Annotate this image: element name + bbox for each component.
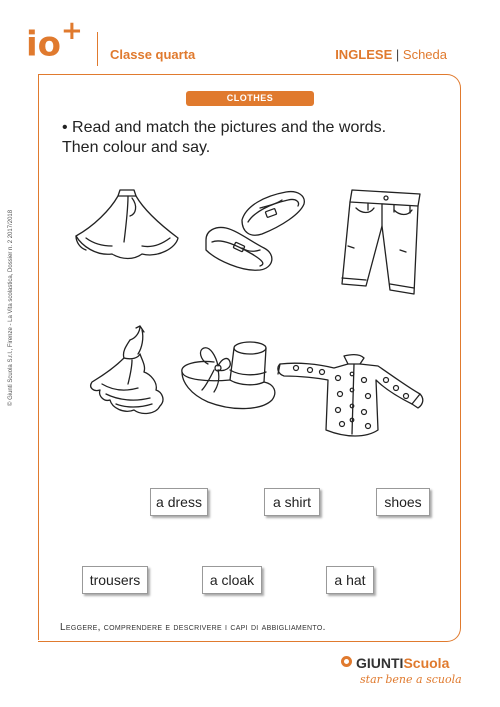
instruction-text: [62, 118, 442, 158]
subject-heading: [335, 47, 447, 62]
word-card-shoes[interactable]: shoes: [376, 488, 430, 516]
subject-separator: |: [395, 47, 400, 62]
instruction-line-1: • Read and match the pictures and the words.: [62, 119, 387, 136]
word-card-shirt[interactable]: a shirt: [264, 488, 320, 516]
worksheet-frame-left-edge: [38, 74, 39, 640]
publisher-logo: [342, 655, 449, 671]
copyright-note: © Giunti Scuola S.r.l., Firenze - La Vita scolastica, Dossier n. 2 2017/2018: [8, 209, 14, 406]
io-plus-logo: io+: [26, 16, 83, 65]
class-label: Classe quarta: [110, 47, 196, 62]
dress-picture[interactable]: [80, 324, 170, 422]
word-card-trousers[interactable]: trousers: [82, 566, 148, 594]
publisher-name-accent: Scuola: [403, 655, 450, 671]
publisher-tagline: star bene a scuola: [360, 673, 462, 686]
shoes-picture[interactable]: [202, 186, 312, 286]
instruction-line-2: Then colour and say.: [62, 139, 211, 156]
subject-label: INGLESE: [335, 47, 393, 62]
topic-banner: CLOTHES: [186, 91, 314, 106]
word-card-cloak[interactable]: a cloak: [202, 566, 262, 594]
header-divider: [97, 32, 98, 66]
publisher-name: GIUNTI: [356, 655, 404, 671]
word-card-dress[interactable]: a dress: [150, 488, 208, 516]
learning-objective-note: Leggere, comprendere e descrivere i capi di abbigliamento.: [60, 622, 326, 633]
word-card-hat[interactable]: a hat: [326, 566, 374, 594]
trousers-picture[interactable]: [338, 186, 430, 306]
cloak-picture[interactable]: [72, 186, 182, 266]
sheet-type-label: Scheda: [402, 47, 447, 62]
hat-picture[interactable]: [178, 330, 280, 416]
shirt-picture[interactable]: [274, 350, 428, 444]
